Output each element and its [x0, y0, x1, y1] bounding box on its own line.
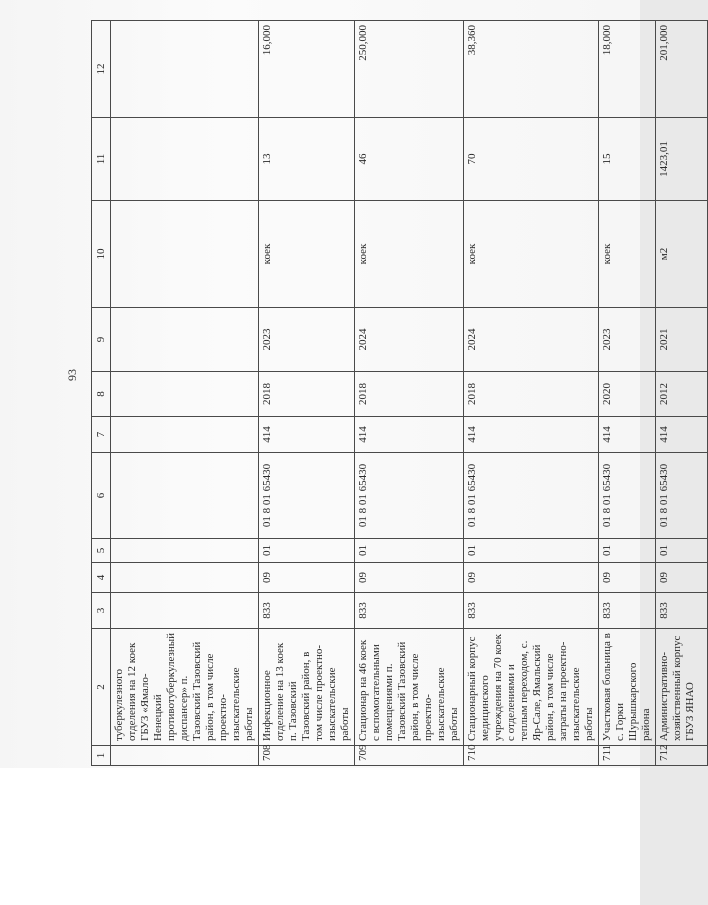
cell-col3: 833 [355, 593, 464, 629]
cell-col9: 2023 [259, 308, 355, 372]
header-cell: 8 [92, 372, 111, 417]
cell-col12 [111, 21, 259, 118]
cell-col5: 01 [355, 539, 464, 563]
header-cell: 11 [92, 118, 111, 201]
cell-col5: 01 [656, 539, 708, 563]
cell-col10: коек [355, 201, 464, 308]
rotated-table-wrapper [91, 21, 696, 766]
object-name: Участковая больница в с. Горки Шурышкарского района [599, 629, 656, 746]
cell-col12: 201,000 [656, 21, 708, 118]
object-name: Административно-хозяйственный корпус ГБУЗ ЯНАО [656, 629, 708, 746]
header-cell: 12 [92, 21, 111, 118]
row-number: 711 [599, 746, 656, 766]
data-table [91, 20, 708, 766]
cell-col4: 09 [464, 563, 599, 593]
object-name: Инфекционное отделение на 13 коек п. Тазовский Тазовский район, в том числе проектно-изыскательские работы [259, 629, 355, 746]
cell-col3: 833 [259, 593, 355, 629]
row-number: 708 [259, 746, 355, 766]
cell-col12: 18,000 [599, 21, 656, 118]
table-row [464, 21, 599, 766]
cell-col11: 15 [599, 118, 656, 201]
cell-col11: 70 [464, 118, 599, 201]
cell-col10: коек [599, 201, 656, 308]
table-row [259, 21, 355, 766]
header-cell: 3 [92, 593, 111, 629]
cell-col4: 09 [656, 563, 708, 593]
cell-col8: 2018 [355, 372, 464, 417]
cell-col11: 13 [259, 118, 355, 201]
cell-col11 [111, 118, 259, 201]
row-number: 712 [656, 746, 708, 766]
cell-col4: 09 [259, 563, 355, 593]
cell-col4 [111, 563, 259, 593]
row-number [111, 746, 259, 766]
cell-col5 [111, 539, 259, 563]
cell-col7 [111, 417, 259, 453]
cell-col5: 01 [599, 539, 656, 563]
header-row [92, 21, 111, 766]
cell-col12: 250,000 [355, 21, 464, 118]
cell-col6: 01 8 01 65430 [355, 453, 464, 539]
cell-col3: 833 [464, 593, 599, 629]
cell-col9: 2024 [464, 308, 599, 372]
cell-col4: 09 [355, 563, 464, 593]
cell-col9 [111, 308, 259, 372]
object-name: туберкулезного отделения на 12 коек ГБУЗ «Ямало-Ненецкий противотуберкулезный диспансер» п. Тазовский Тазовский район, в том числе проектно-изыскательские работы [111, 629, 259, 746]
header-cell: 6 [92, 453, 111, 539]
header-cell: 7 [92, 417, 111, 453]
cell-col6: 01 8 01 65430 [599, 453, 656, 539]
cell-col8 [111, 372, 259, 417]
cell-col7: 414 [599, 417, 656, 453]
cell-col7: 414 [259, 417, 355, 453]
header-cell: 2 [92, 629, 111, 746]
cell-col8: 2012 [656, 372, 708, 417]
cell-col5: 01 [464, 539, 599, 563]
cell-col10: коек [259, 201, 355, 308]
header-cell: 4 [92, 563, 111, 593]
cell-col12: 16,000 [259, 21, 355, 118]
cell-col6: 01 8 01 65430 [656, 453, 708, 539]
cell-col9: 2023 [599, 308, 656, 372]
cell-col7: 414 [355, 417, 464, 453]
header-cell: 1 [92, 746, 111, 766]
cell-col3 [111, 593, 259, 629]
object-name: Стационарный корпус медицинского учреждения на 70 коек с отделениями и теплым переходом, с. Яр-Сале, Ямальский район, в том числе затраты на проектно-изыскательские работы [464, 629, 599, 746]
table-row [599, 21, 656, 766]
cell-col6 [111, 453, 259, 539]
page-bottom-margin [0, 768, 640, 905]
cell-col8: 2018 [464, 372, 599, 417]
cell-col10: м2 [656, 201, 708, 308]
cell-col6: 01 8 01 65430 [259, 453, 355, 539]
page-number: 93 [65, 369, 79, 381]
table-row [355, 21, 464, 766]
header-cell: 5 [92, 539, 111, 563]
cell-col11: 1423,01 [656, 118, 708, 201]
cell-col7: 414 [656, 417, 708, 453]
cell-col4: 09 [599, 563, 656, 593]
cell-col3: 833 [656, 593, 708, 629]
cell-col6: 01 8 01 65430 [464, 453, 599, 539]
cell-col5: 01 [259, 539, 355, 563]
table-row [111, 21, 259, 766]
row-number: 710 [464, 746, 599, 766]
cell-col7: 414 [464, 417, 599, 453]
cell-col11: 46 [355, 118, 464, 201]
header-cell: 10 [92, 201, 111, 308]
cell-col9: 2024 [355, 308, 464, 372]
cell-col10 [111, 201, 259, 308]
cell-col12: 38,360 [464, 21, 599, 118]
cell-col9: 2021 [656, 308, 708, 372]
table-row [656, 21, 708, 766]
object-name: Стационар на 46 коек с вспомогательными помещениями п. Тазовский Тазовский район, в том числе проектно-изыскательские работы [355, 629, 464, 746]
header-cell: 9 [92, 308, 111, 372]
cell-col10: коек [464, 201, 599, 308]
cell-col8: 2020 [599, 372, 656, 417]
cell-col8: 2018 [259, 372, 355, 417]
row-number: 709 [355, 746, 464, 766]
cell-col3: 833 [599, 593, 656, 629]
